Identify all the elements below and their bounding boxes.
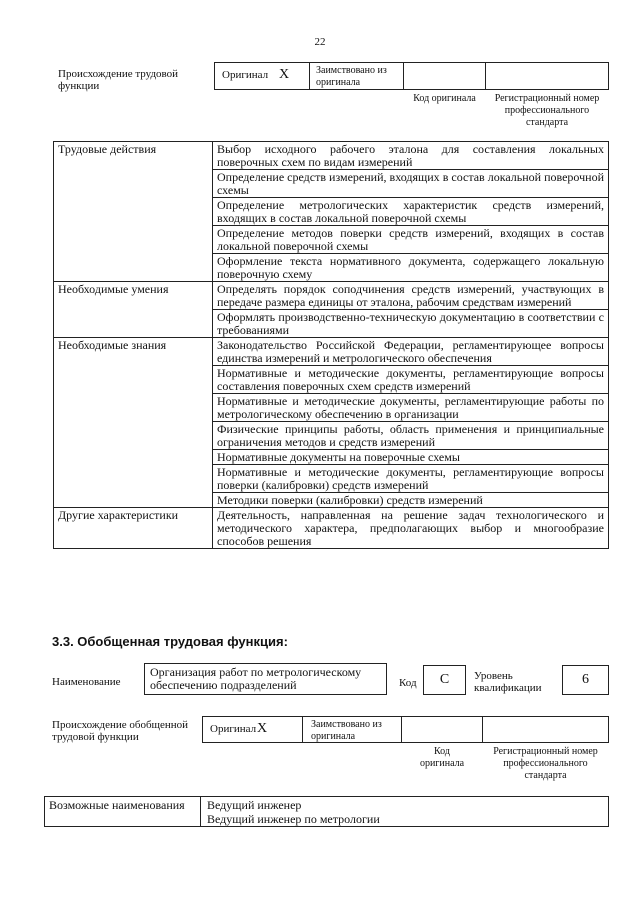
origin2-label: Происхождение обобщенной трудовой функции (52, 719, 189, 743)
row-label: Необходимые умения (54, 282, 213, 338)
row-item: Нормативные документы на поверочные схемы (213, 450, 609, 465)
reg-caption: Регистрационный номер профессионального стандарта (494, 93, 600, 128)
row-item: Нормативные и методические документы, регламентирующие вопросы поверки (калибровки) средств измерений (213, 465, 609, 493)
origin2-reg-cell (482, 716, 609, 743)
origin-code-cell (403, 62, 486, 90)
code-value: C (423, 665, 466, 695)
origin2-original-cell (202, 716, 303, 743)
labor-function-table (53, 141, 609, 549)
origin2-code-cell (401, 716, 483, 743)
section-heading: 3.3. Обобщенная трудовая функция: (52, 634, 288, 649)
origin-original-cell (214, 62, 310, 90)
position-item: Ведущий инженер по метрологии (207, 812, 380, 826)
row-label: Другие характеристики (54, 508, 213, 549)
original2-mark: X (257, 721, 268, 736)
code-label: Код (399, 677, 417, 689)
level-value: 6 (562, 665, 609, 695)
positions-label: Возможные наименования (44, 796, 201, 827)
borrowed2-text: Заимствовано из оригинала (311, 719, 382, 742)
origin-borrowed-cell (309, 62, 404, 90)
row-label: Необходимые знания (54, 338, 213, 508)
original-mark: X (279, 67, 290, 82)
row-item: Нормативные и методические документы, регламентирующие вопросы составления поверочных схем средств измерений (213, 366, 609, 394)
table-row (54, 142, 609, 170)
row-item: Определение метрологических характеристик средств измерений, входящих в состав локальной поверочной схемы (213, 198, 609, 226)
original-text: Оригинал (222, 69, 269, 81)
table-row (54, 508, 609, 549)
name-value: Организация работ по метрологическому обеспечению подразделений (144, 663, 387, 695)
original2-text: Оригинал (210, 723, 257, 735)
row-item: Оформление текста нормативного документа, содержащего локальную поверочную схему (213, 254, 609, 282)
name-label: Наименование (52, 676, 121, 688)
positions-values (200, 796, 609, 827)
row-item: Физические принципы работы, область применения и принципиальные ограничения методов и средств измерений (213, 422, 609, 450)
row-item: Деятельность, направленная на решение задач технологического и методического характера, предполагающих выбор и многообразие способов решения (213, 508, 609, 549)
origin-reg-cell (485, 62, 609, 90)
position-item: Ведущий инженер (207, 798, 302, 812)
row-item: Определять порядок соподчинения средств измерений, участвующих в передаче размера единицы от эталона, рабочим средствам измерений (213, 282, 609, 310)
level-label: Уровень квалификации (474, 670, 542, 694)
code-caption: Код оригинала (413, 93, 476, 104)
row-item: Оформлять производственно-техническую документацию в соответствии с требованиями (213, 310, 609, 338)
origin-label: Происхождение трудовой функции (58, 68, 179, 92)
row-item: Методики поверки (калибровки) средств измерений (213, 493, 609, 508)
row-label: Трудовые действия (54, 142, 213, 282)
row-item: Нормативные и методические документы, регламентирующие работы по метрологическому обеспечению в организации (213, 394, 609, 422)
row-item: Определение средств измерений, входящих в состав локальной поверочной схемы (213, 170, 609, 198)
table-row (54, 338, 609, 366)
origin2-borrowed-cell (302, 716, 402, 743)
table-row (54, 282, 609, 310)
row-item: Определение методов поверки средств измерений, входящих в состав локальной поверочной схемы (213, 226, 609, 254)
page-number: 22 (314, 36, 326, 48)
row-item: Законодательство Российской Федерации, регламентирующее вопросы единства измерений и метрологического обеспечения (213, 338, 609, 366)
borrowed-text: Заимствовано из оригинала (316, 65, 387, 88)
code2-caption: Код оригинала (419, 746, 465, 769)
row-item: Выбор исходного рабочего эталона для составления локальных поверочных схем по видам измерений (213, 142, 609, 170)
reg2-caption: Регистрационный номер профессионального стандарта (493, 746, 598, 781)
